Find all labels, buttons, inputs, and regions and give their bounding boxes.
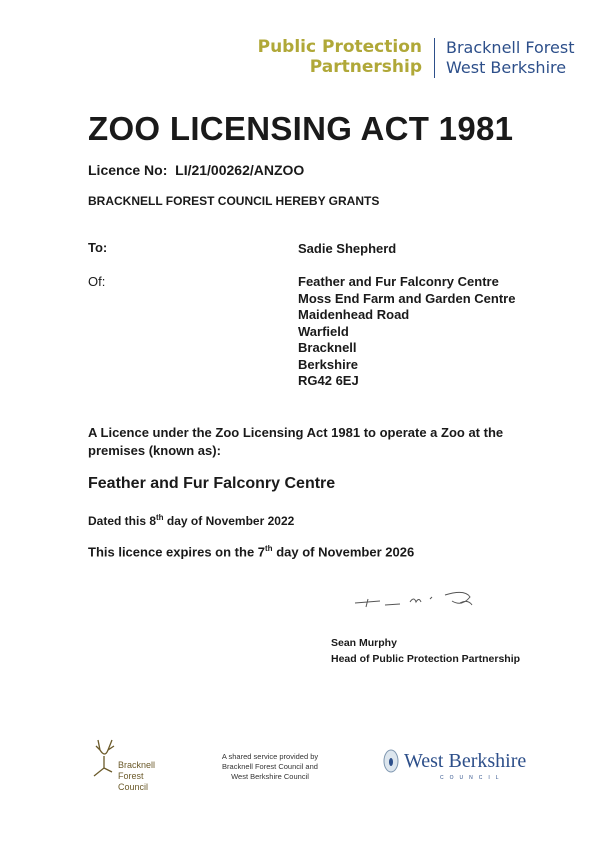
ppp-logo — [258, 37, 422, 77]
address — [298, 274, 515, 390]
premises-name: Feather and Fur Falconry Centre — [88, 475, 336, 492]
licence-number — [88, 162, 304, 178]
licence-text: A Licence under the Zoo Licensing Act 1981 to operate a Zoo at the premises (known as): — [88, 425, 504, 458]
licence-no-value: LI/21/00262/ANZOO — [175, 162, 305, 178]
address-line: Maidenhead Road — [298, 307, 410, 322]
to-label: To: — [88, 240, 108, 255]
west-berkshire-logo: West Berkshire — [404, 750, 527, 772]
of-label: Of: — [88, 274, 106, 289]
grants-statement: BRACKNELL FOREST COUNCIL HEREBY GRANTS — [88, 194, 380, 208]
bf-line1: Bracknell Forest — [446, 38, 575, 57]
address-line: Warfield — [298, 323, 349, 339]
shared-service-note: A shared service provided by Bracknell Forest Council and West Berkshire Council — [221, 752, 319, 781]
signature — [350, 585, 490, 610]
crest-icon — [382, 748, 400, 774]
ppp-line1: Public Protection — [257, 37, 422, 57]
ppp-line2: Partnership — [309, 57, 422, 77]
licence-no-label: Licence No: — [88, 162, 168, 178]
address-line: Moss End Farm and Garden Centre — [298, 290, 516, 306]
expiry: This licence expires on the 7th day of November 2026 — [88, 544, 415, 560]
bf-wb-logo — [446, 38, 574, 78]
to-value: Sadie Shepherd — [298, 241, 397, 256]
header-divider — [434, 38, 435, 78]
signatory — [331, 635, 520, 667]
bracknell-forest-council-logo: Bracknell Forest Council — [118, 760, 156, 792]
address-line: RG42 6EJ — [298, 373, 359, 388]
bf-line2: West Berkshire — [446, 58, 567, 77]
address-line: Bracknell — [298, 340, 357, 355]
signatory-role: Head of Public Protection Partnership — [331, 653, 521, 665]
signatory-name: Sean Murphy — [331, 637, 397, 649]
page-title: ZOO LICENSING ACT 1981 — [88, 110, 514, 147]
address-line: Feather and Fur Falconry Centre — [298, 274, 499, 289]
dated: Dated this 8th day of November 2022 — [88, 513, 295, 528]
west-berkshire-council-text: COUNCIL — [440, 775, 505, 781]
address-line: Berkshire — [298, 356, 358, 372]
